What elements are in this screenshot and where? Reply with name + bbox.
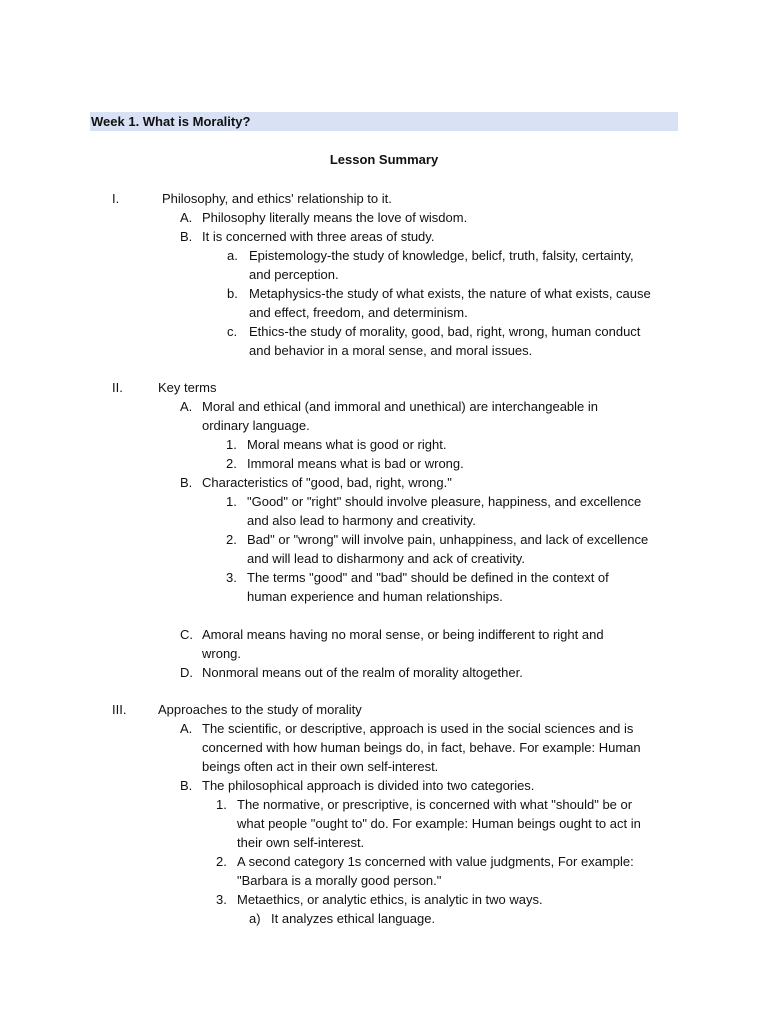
- item-text: beings often act in their own self-interest.: [202, 759, 439, 774]
- item-marker: B.: [180, 229, 193, 244]
- item-text: Nonmoral means out of the realm of morality altogether.: [202, 665, 523, 680]
- subitem-marker: a.: [227, 248, 238, 263]
- nested-subitem-text: It analyzes ethical language.: [271, 911, 436, 926]
- subitem-text: human experience and human relationships.: [247, 589, 503, 604]
- subitem-marker: c.: [227, 324, 238, 339]
- section-heading: Philosophy, and ethics' relationship to it.: [162, 191, 392, 206]
- subitem-text: The terms "good" and "bad" should be defined in the context of: [247, 570, 609, 585]
- subitem-text: "Good" or "right" should involve pleasure, happiness, and excellence: [247, 494, 642, 509]
- subitem-text: Immoral means what is bad or wrong.: [247, 456, 464, 471]
- item-text: Moral and ethical (and immoral and unethical) are interchangeable in: [202, 399, 599, 414]
- item-marker: A.: [180, 399, 193, 414]
- subitem-text: and will lead to disharmony and ack of creativity.: [247, 551, 525, 566]
- subitem-text: and effect, freedom, and determinism.: [249, 305, 468, 320]
- subitem-text: Metaphysics-the study of what exists, the nature of what exists, cause: [249, 286, 651, 301]
- subitem-marker: 3.: [226, 570, 237, 585]
- nested-subitem-marker: a): [249, 911, 261, 926]
- subitem-text: The normative, or prescriptive, is concerned with what "should" be or: [237, 797, 633, 812]
- subitem-text: A second category 1s concerned with value judgments, For example:: [237, 854, 634, 869]
- subitem-text: and perception.: [249, 267, 339, 282]
- item-marker: B.: [180, 475, 193, 490]
- subitem-text: Metaethics, or analytic ethics, is analytic in two ways.: [237, 892, 543, 907]
- subitem-text: "Barbara is a morally good person.": [237, 873, 442, 888]
- section-heading: Key terms: [158, 380, 217, 395]
- item-text: concerned with how human beings do, in fact, behave. For example: Human: [202, 740, 641, 755]
- item-text: Philosophy literally means the love of wisdom.: [202, 210, 468, 225]
- subitem-marker: 2.: [226, 456, 237, 471]
- subitem-marker: 1.: [226, 494, 237, 509]
- item-text: Amoral means having no moral sense, or being indifferent to right and: [202, 627, 604, 642]
- subitem-marker: 1.: [216, 797, 227, 812]
- subitem-text: their own self-interest.: [237, 835, 365, 850]
- subitem-text: and behavior in a moral sense, and moral issues.: [249, 343, 533, 358]
- subitem-marker: 2.: [216, 854, 227, 869]
- subitem-text: Epistemology-the study of knowledge, belicf, truth, falsity, certainty,: [249, 248, 634, 263]
- section-numeral: III.: [112, 702, 127, 717]
- subitem-text: what people "ought to" do. For example: Human beings ought to act in: [237, 816, 641, 831]
- subitem-text: Bad" or "wrong" will involve pain, unhappiness, and lack of excellence: [247, 532, 649, 547]
- week-title: Week 1. What is Morality?: [90, 112, 678, 131]
- item-text: The philosophical approach is divided into two categories.: [202, 778, 535, 793]
- section-heading: Approaches to the study of morality: [158, 702, 362, 717]
- item-text: ordinary language.: [202, 418, 310, 433]
- subitem-marker: 2.: [226, 532, 237, 547]
- item-marker: D.: [180, 665, 193, 680]
- item-text: Characteristics of "good, bad, right, wrong.": [202, 475, 452, 490]
- item-marker: C.: [180, 627, 193, 642]
- item-marker: A.: [180, 721, 193, 736]
- subitem-marker: 1.: [226, 437, 237, 452]
- item-marker: A.: [180, 210, 193, 225]
- section-numeral: I.: [112, 191, 120, 206]
- subitem-marker: b.: [227, 286, 238, 301]
- item-text: The scientific, or descriptive, approach is used in the social sciences and is: [202, 721, 634, 736]
- item-text: wrong.: [202, 646, 242, 661]
- subitem-text: Moral means what is good or right.: [247, 437, 447, 452]
- subitem-text: Ethics-the study of morality, good, bad, right, wrong, human conduct: [249, 324, 641, 339]
- item-marker: B.: [180, 778, 193, 793]
- subitem-text: and also lead to harmony and creativity.: [247, 513, 476, 528]
- subitem-marker: 3.: [216, 892, 227, 907]
- lesson-summary-title: Lesson Summary: [329, 152, 439, 167]
- section-numeral: II.: [112, 380, 123, 395]
- item-text: It is concerned with three areas of study.: [202, 229, 435, 244]
